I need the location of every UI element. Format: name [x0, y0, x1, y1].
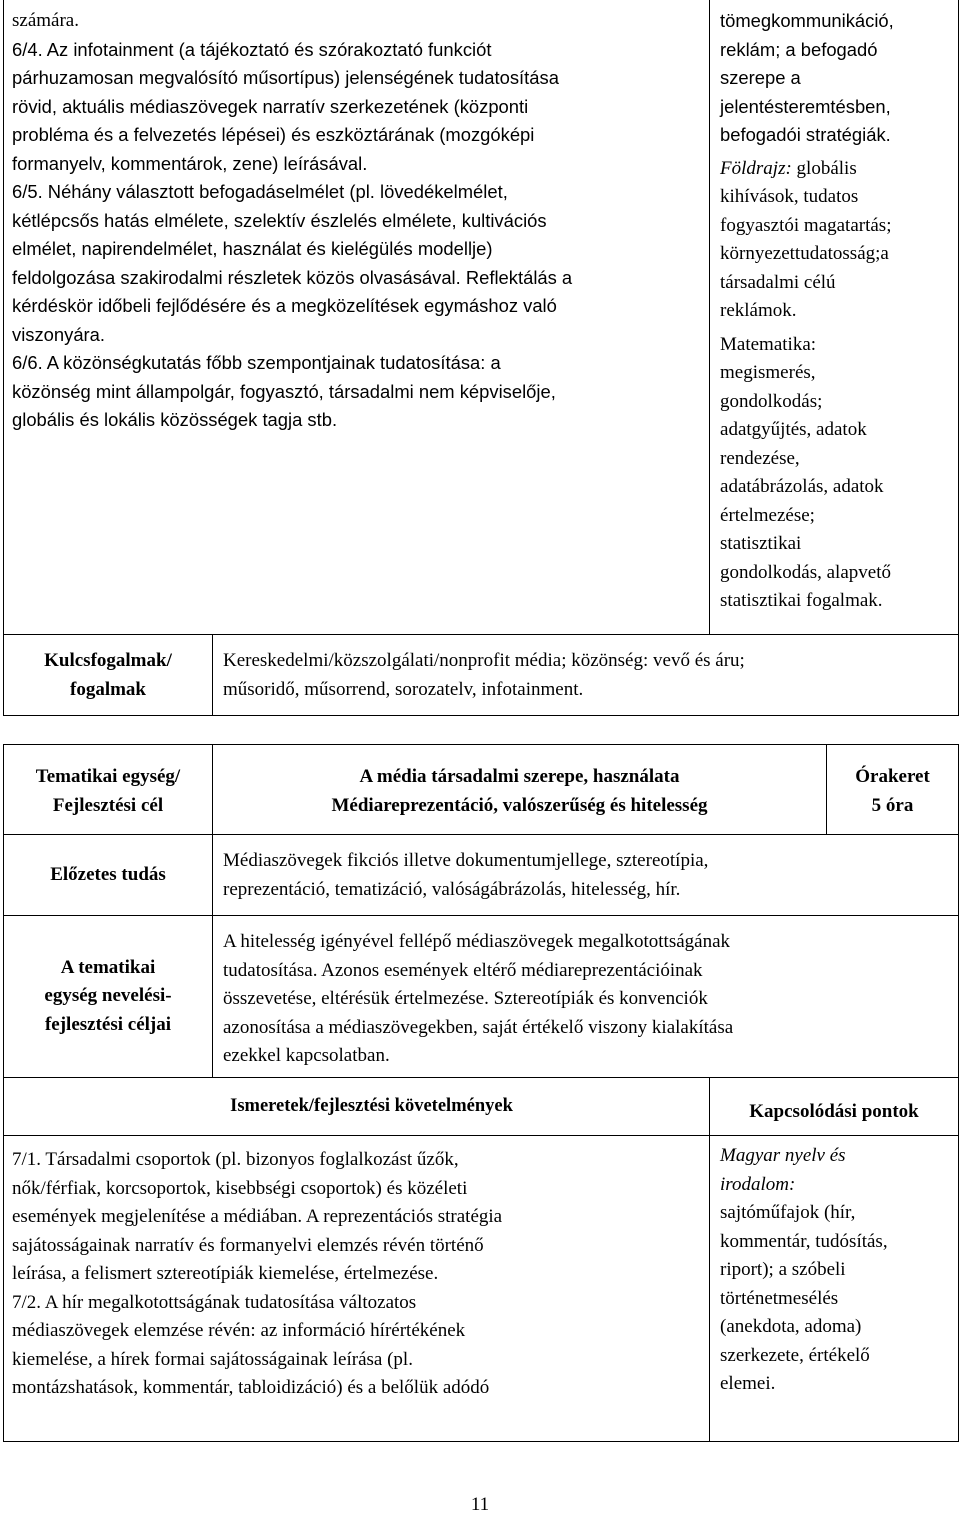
requirement-line: 7/1. Társadalmi csoportok (pl. bizonyos foglalkozást űzők,: [12, 1149, 459, 1170]
goals-line: összevetése, eltérésük értelmezése. Sztereotípiák és konvenciók: [223, 988, 708, 1009]
prior-line: reprezentáció, tematizáció, valóságábrázolás, hitelesség, hír.: [223, 878, 681, 900]
prior-knowledge-value: [213, 835, 959, 916]
line: probléma és a felvezetés lépései) és eszköztárának (mozgóképi: [12, 124, 535, 145]
title-line: A média társadalmi szerepe, használata: [359, 766, 680, 787]
connection-line: reklám; a befogadó: [720, 38, 878, 60]
connection-line: történetmesélés: [720, 1287, 839, 1309]
connection-line: megismerés,: [720, 362, 816, 383]
label-line: fejlesztési céljai: [44, 1013, 172, 1035]
connection-line: sajtóműfajok (hír,: [720, 1202, 856, 1223]
header-text: Kapcsolódási pontok: [749, 1101, 919, 1122]
connection-line: statisztikai: [720, 533, 802, 554]
goals-value: [213, 916, 959, 1078]
connection-line: adatgyűjtés, adatok: [720, 419, 867, 440]
label-line: Tematikai egység/: [35, 766, 181, 787]
hours-label: Órakeret: [855, 766, 930, 787]
top-table: [3, 0, 959, 716]
requirement-line: montázshatások, kommentár, tabloidizáció) és a belőlük adódó: [12, 1377, 490, 1398]
connection-line: (anekdota, adoma): [720, 1316, 862, 1337]
line: 6/4. Az infotainment (a tájékoztató és szórakoztató funkciót: [12, 38, 492, 60]
requirement-line: nők/férfiak, korcsoportok, kisebbségi csoportok) és közéleti: [12, 1177, 468, 1199]
unit-title: [213, 745, 827, 835]
connections-cell: [710, 1136, 959, 1442]
hours-value: 5 óra: [871, 794, 914, 816]
line: viszonyára.: [12, 323, 106, 345]
label-line: Fejlesztési cél: [52, 794, 164, 816]
goals-line: ezekkel kapcsolatban.: [223, 1045, 390, 1066]
label-line: Előzetes tudás: [50, 863, 166, 885]
line: közönség mint állampolgár, fogyasztó, társadalmi nem képviselője,: [12, 380, 556, 402]
line: kérdéskör időbeli fejlődésére és a megközelítések egymáshoz való: [12, 295, 557, 316]
connection-line: gondolkodás, alapvető: [720, 561, 891, 583]
goals-line: azonosítása a médiaszövegekben, saját értékelő viszony kialakítása: [223, 1016, 734, 1038]
connection-line: rendezése,: [720, 447, 800, 469]
key-line: műsoridő, műsorrend, sorozatelv, infotainment.: [223, 678, 584, 700]
requirements-header: [4, 1078, 710, 1136]
unit-label: [4, 745, 213, 835]
label-line: A tematikai: [60, 956, 156, 978]
requirement-line: sajátosságainak narratív és formanyelvi elemzés révén történő: [12, 1234, 484, 1256]
goals-line: tudatosítása. Azonos események eltérő médiareprezentációinak: [223, 959, 703, 981]
connections-header: [710, 1078, 959, 1136]
connection-line: adatábrázolás, adatok: [720, 476, 884, 497]
connection-line: értelmezése;: [720, 504, 815, 526]
connection-line: fogyasztói magatartás;: [720, 214, 892, 236]
requirement-line: médiaszövegek elemzése révén: az információ hírértékének: [12, 1320, 466, 1341]
connections-cell: [710, 0, 959, 635]
label-line: egység nevelési-: [44, 985, 172, 1007]
subject-label: Földrajz:: [720, 157, 792, 179]
requirement-line: események megjelenítése a médiában. A reprezentációs stratégia: [12, 1206, 503, 1227]
geography-line: [720, 155, 952, 184]
connection-line: kihívások, tudatos: [720, 186, 859, 207]
goals-label: [4, 916, 213, 1078]
content-cell: [4, 0, 710, 635]
line: elmélet, napirendelmélet, használat és kielégülés modellje): [12, 238, 493, 259]
connection-line: Matematika:: [720, 333, 817, 355]
connection-line: elemei.: [720, 1373, 776, 1394]
line: kétlépcsős hatás elmélete, szelektív észlelés elmélete, kultivációs: [12, 209, 547, 231]
line: globális és lokális közösségek tagja stb.: [12, 409, 338, 430]
subject-text: globális: [791, 157, 857, 179]
connection-line: gondolkodás;: [720, 390, 823, 412]
line: számára.: [12, 10, 79, 31]
header-text: Ismeretek/fejlesztési követelmények: [230, 1096, 513, 1116]
key-concepts-label: [4, 635, 213, 716]
goals-line: A hitelesség igényével fellépő médiaszövegek megalkotottságának: [223, 931, 731, 952]
connection-line: statisztikai fogalmak.: [720, 590, 883, 611]
connection-line: kommentár, tudósítás,: [720, 1230, 888, 1252]
prior-line: Médiaszövegek fikciós illetve dokumentumjellege, sztereotípia,: [223, 850, 709, 871]
hours-cell: [827, 745, 959, 835]
connection-line: szerkezete, értékelő: [720, 1344, 870, 1366]
line: formanyelv, kommentárok, zene) leírásával.: [12, 152, 368, 174]
subject-label: Magyar nyelv és: [720, 1145, 846, 1166]
subject-label: irodalom:: [720, 1173, 796, 1195]
requirement-line: leírása, a felismert sztereotípiák kiemelése, értelmezése.: [12, 1263, 439, 1284]
page-number: 11: [470, 1494, 490, 1515]
connection-line: társadalmi célú: [720, 271, 836, 293]
line: 6/5. Néhány választott befogadáselmélet (pl. lövedékelmélet,: [12, 181, 508, 202]
title-line: Médiareprezentáció, valószerűség és hitelesség: [331, 794, 708, 816]
content-lines: [12, 7, 701, 435]
connection-line: környezettudatosság;a: [720, 243, 889, 264]
label-line: Kulcsfogalmak/: [44, 650, 172, 671]
connection-line: riport); a szóbeli: [720, 1259, 846, 1280]
key-concepts-value: [213, 635, 959, 716]
line: párhuzamosan megvalósító műsortípus) jelenségének tudatosítása: [12, 67, 559, 88]
connection-line: jelentésteremtésben,: [720, 95, 891, 117]
key-line: Kereskedelmi/közszolgálati/nonprofit média; közönség: vevő és áru;: [223, 650, 745, 671]
prior-knowledge-label: [4, 835, 213, 916]
requirements-cell: [4, 1136, 710, 1442]
requirement-line: kiemelése, a hírek formai sajátosságainak leírása (pl.: [12, 1348, 413, 1370]
connection-line: tömegkommunikáció,: [720, 10, 894, 31]
line: rövid, aktuális médiaszövegek narratív szerkezetének (központi: [12, 95, 529, 117]
unit-table: [3, 744, 959, 1442]
label-line: fogalmak: [70, 678, 146, 700]
connection-line: reklámok.: [720, 300, 797, 321]
connection-line: szerepe a: [720, 67, 801, 88]
requirement-line: 7/2. A hír megalkotottságának tudatosítása változatos: [12, 1291, 417, 1313]
line: feldolgozása szakirodalmi részletek közös olvasásával. Reflektálás a: [12, 266, 573, 288]
line: 6/6. A közönségkutatás főbb szempontjainak tudatosítása: a: [12, 352, 501, 373]
connection-line: befogadói stratégiák.: [720, 124, 891, 145]
